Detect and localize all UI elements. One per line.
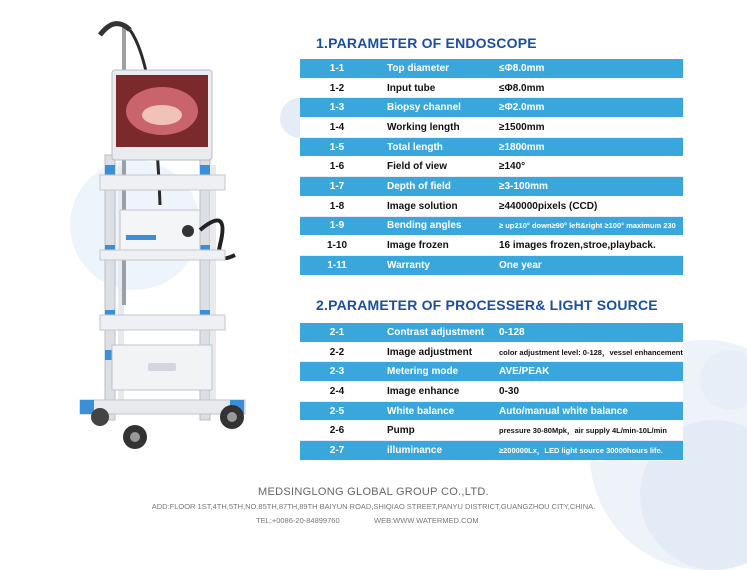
row-number: 2-3	[300, 362, 374, 382]
parameter-name: Image enhance	[374, 382, 499, 402]
company-website: WEB:WWW.WATERMED.COM	[374, 516, 479, 525]
parameter-value: 0-30	[499, 382, 683, 402]
table-row	[300, 401, 683, 421]
table-row	[300, 177, 683, 197]
parameter-name: Pump	[374, 421, 499, 441]
parameter-value: 0-128	[499, 323, 683, 342]
table-row	[300, 255, 683, 275]
row-number: 2-6	[300, 421, 374, 441]
parameter-value: color adjustment level: 0-128，vessel enhancement	[499, 342, 683, 362]
parameter-value: ≤Φ8.0mm	[499, 59, 683, 78]
row-number: 1-4	[300, 118, 374, 138]
parameter-name: Image frozen	[374, 236, 499, 256]
table-row	[300, 196, 683, 216]
table-row	[300, 59, 683, 78]
parameter-name: Total length	[374, 137, 499, 157]
table-row	[300, 236, 683, 256]
processor-parameter-table	[300, 323, 683, 461]
row-number: 2-4	[300, 382, 374, 402]
parameter-name: Depth of field	[374, 177, 499, 197]
parameter-name: Warranty	[374, 255, 499, 275]
parameter-name: Image adjustment	[374, 342, 499, 362]
parameter-value: ≤Φ8.0mm	[499, 78, 683, 98]
parameter-name: Biopsy channel	[374, 98, 499, 118]
table-row	[300, 137, 683, 157]
row-number: 1-9	[300, 216, 374, 236]
row-number: 2-7	[300, 441, 374, 461]
table-row	[300, 157, 683, 177]
row-number: 2-1	[300, 323, 374, 342]
parameter-name: Field of view	[374, 157, 499, 177]
section-title-endoscope: 1.PARAMETER OF ENDOSCOPE	[316, 35, 537, 51]
parameter-value: ≥3-100mm	[499, 177, 683, 197]
row-number: 1-7	[300, 177, 374, 197]
parameter-name: illuminance	[374, 441, 499, 461]
table-row	[300, 216, 683, 236]
table-row	[300, 342, 683, 362]
parameter-value: AVE/PEAK	[499, 362, 683, 382]
table-row	[300, 98, 683, 118]
section-title-processor: 2.PARAMETER OF PROCESSER& LIGHT SOURCE	[316, 297, 658, 313]
row-number: 1-11	[300, 255, 374, 275]
parameter-value: ≥1800mm	[499, 137, 683, 157]
parameter-value: ≥200000Lx，LED light source 30000hours life.	[499, 441, 683, 461]
row-number: 1-3	[300, 98, 374, 118]
row-number: 2-2	[300, 342, 374, 362]
parameter-value: ≥140°	[499, 157, 683, 177]
parameter-name: Input tube	[374, 78, 499, 98]
parameter-value: Auto/manual white balance	[499, 401, 683, 421]
row-number: 1-2	[300, 78, 374, 98]
row-number: 1-5	[300, 137, 374, 157]
parameter-name: Bending angles	[374, 216, 499, 236]
parameter-name: Working length	[374, 118, 499, 138]
table-row	[300, 323, 683, 342]
parameter-value: pressure 30-80Mpk，air supply 4L/min-10L/min	[499, 421, 683, 441]
table-row	[300, 421, 683, 441]
row-number: 1-1	[300, 59, 374, 78]
table-row	[300, 441, 683, 461]
row-number: 1-10	[300, 236, 374, 256]
company-telephone: TEL:+0086-20-84899760	[256, 516, 340, 525]
parameter-name: Contrast adjustment	[374, 323, 499, 342]
table-row	[300, 382, 683, 402]
company-name: MEDSINGLONG GLOBAL GROUP CO.,LTD.	[258, 486, 489, 498]
endoscope-trolley-image	[60, 5, 290, 465]
company-address: ADD:FLOOR 1ST,4TH,5TH,NO.85TH,87TH,89TH BAIYUN ROAD,SHIQIAO STREET,PANYU DISTRICT,GUANGZHOU CITY,CHINA.	[151, 502, 596, 511]
parameter-name: White balance	[374, 401, 499, 421]
parameter-value: ≥ up210° down≥90° left&right ≥100° maximum 230	[499, 216, 683, 236]
parameter-value: 16 images frozen,stroe,playback.	[499, 236, 683, 256]
parameter-value: ≥Φ2.0mm	[499, 98, 683, 118]
endoscope-parameter-table	[300, 59, 683, 276]
parameter-name: Image solution	[374, 196, 499, 216]
row-number: 1-6	[300, 157, 374, 177]
table-row	[300, 118, 683, 138]
parameter-name: Metering mode	[374, 362, 499, 382]
parameter-name: Top diameter	[374, 59, 499, 78]
row-number: 1-8	[300, 196, 374, 216]
table-row	[300, 78, 683, 98]
parameter-value: ≥440000pixels (CCD)	[499, 196, 683, 216]
table-row	[300, 362, 683, 382]
parameter-value: ≥1500mm	[499, 118, 683, 138]
parameter-value: One year	[499, 255, 683, 275]
row-number: 2-5	[300, 401, 374, 421]
